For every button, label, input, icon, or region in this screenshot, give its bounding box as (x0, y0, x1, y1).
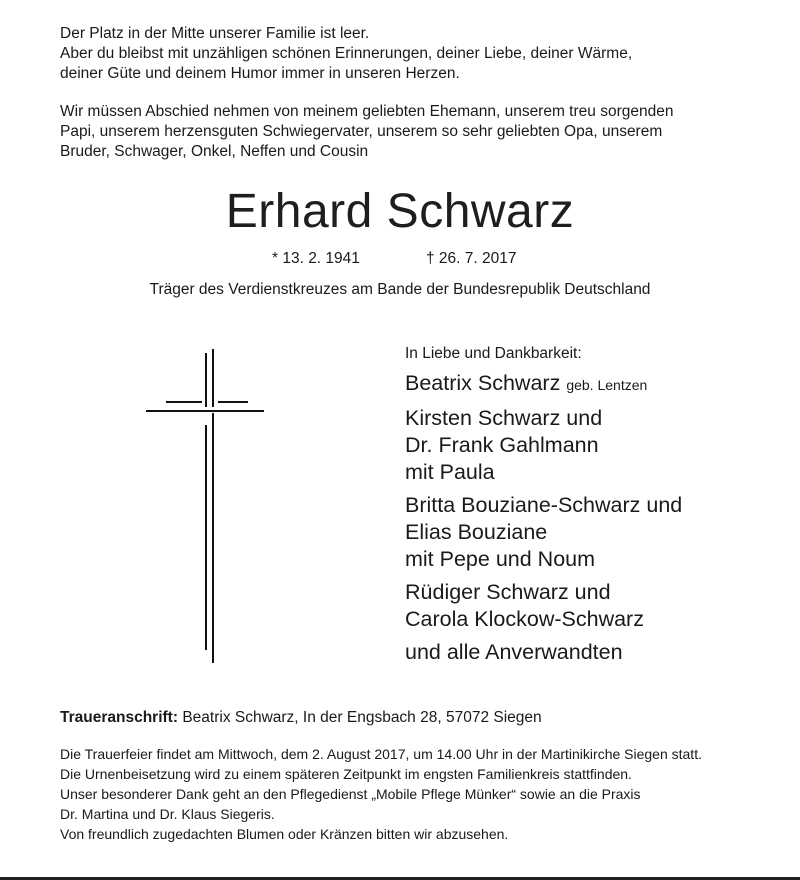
intro-line: Bruder, Schwager, Onkel, Neffen und Cousin (60, 143, 369, 160)
mourner-group (405, 579, 785, 633)
flowers-info: Von freundlich zugedachten Blumen oder Kränzen bitten wir abzusehen. (60, 826, 509, 842)
mourner-group (405, 492, 785, 573)
deceased-name: Erhard Schwarz (225, 185, 575, 238)
mourners-heading: In Liebe und Dankbarkeit: (405, 345, 582, 362)
address-label: Traueranschrift: (60, 709, 179, 726)
mourner-line: Rüdiger Schwarz und (405, 580, 611, 604)
mourner-group (405, 405, 785, 486)
mourner-line: Britta Bouziane-Schwarz und (405, 493, 683, 517)
mourners-list (405, 344, 785, 666)
intro-paragraph-1 (60, 24, 750, 84)
mourner-line: Elias Bouziane (405, 520, 548, 544)
thanks-line: Dr. Martina und Dr. Klaus Siegeris. (60, 806, 275, 822)
intro-line: Papi, unserem herzensguten Schwiegervater, unserem so sehr geliebten Opa, unserem (60, 123, 663, 140)
death-date: † 26. 7. 2017 (426, 250, 517, 267)
funeral-info: Die Trauerfeier findet am Mittwoch, dem 2. August 2017, um 14.00 Uhr in der Martinikirche Siegen statt. (60, 746, 702, 762)
mourning-address (60, 708, 542, 728)
maiden-name: geb. Lentzen (566, 377, 648, 393)
thanks-line: Unser besonderer Dank geht an den Pflegedienst „Mobile Pflege Münker“ sowie an die Praxis (60, 786, 641, 802)
birth-date: * 13. 2. 1941 (272, 250, 360, 267)
urn-info: Die Urnenbeisetzung wird zu einem späteren Zeitpunkt im engsten Familienkreis stattfinden. (60, 766, 632, 782)
intro-line: Aber du bleibst mit unzähligen schönen Erinnerungen, deiner Liebe, deiner Wärme, (60, 45, 633, 62)
intro-line: deiner Güte und deinem Humor immer in unseren Herzen. (60, 65, 460, 82)
mourner-line: mit Paula (405, 460, 495, 484)
cross-icon (140, 345, 270, 665)
mourner-line: mit Pepe und Noum (405, 547, 596, 571)
funeral-notes (60, 744, 750, 844)
address-value: Beatrix Schwarz, In der Engsbach 28, 57072 Siegen (182, 709, 542, 726)
mourner-name: Beatrix Schwarz (405, 371, 561, 395)
mourner-line: Dr. Frank Gahlmann (405, 433, 599, 457)
intro-line: Wir müssen Abschied nehmen von meinem geliebten Ehemann, unserem treu sorgenden (60, 103, 674, 120)
honor-line: Träger des Verdienstkreuzes am Bande der Bundesrepublik Deutschland (149, 281, 651, 298)
mourner-group (405, 370, 785, 399)
intro-paragraph-2 (60, 102, 750, 162)
mourners-closing: und alle Anverwandten (405, 640, 623, 664)
intro-line: Der Platz in der Mitte unserer Familie ist leer. (60, 25, 370, 42)
mourner-line: Carola Klockow-Schwarz (405, 607, 644, 631)
mourner-line: Kirsten Schwarz und (405, 406, 603, 430)
